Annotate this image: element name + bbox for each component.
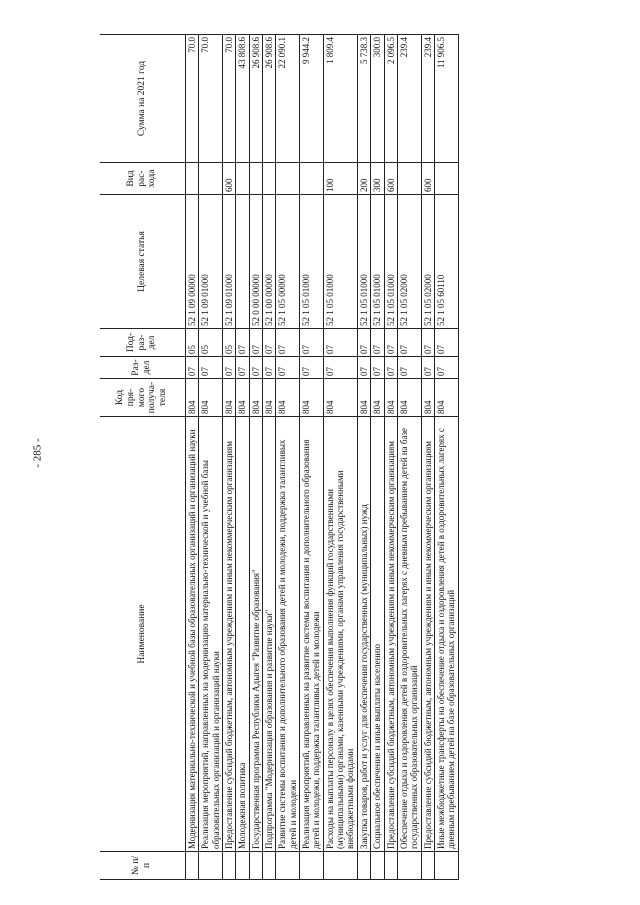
cell-section: 07 xyxy=(263,357,276,379)
table-row xyxy=(421,35,434,880)
cell-amount: 70.0 xyxy=(223,35,236,163)
cell-name: Реализация мероприятий, направленных на развитие системы воспитания и дополнительного образования детей и молодежи, поддержка талантливых детей и молодежи xyxy=(300,417,324,852)
cell-amount: 2 096.5 xyxy=(384,35,397,163)
cell-num xyxy=(434,852,458,880)
cell-recipient: 804 xyxy=(236,379,249,417)
table-row xyxy=(263,35,276,880)
header-target: Целевая статья xyxy=(100,195,186,329)
cell-num xyxy=(357,852,370,880)
cell-amount: 9 944.2 xyxy=(300,35,324,163)
cell-subsection: 05 xyxy=(199,329,223,357)
cell-recipient: 804 xyxy=(384,379,397,417)
document-stage xyxy=(100,0,640,905)
cell-name: Реализация мероприятий, направленных на модернизацию материально-технической и учебной базы образовательных организаций и организаций науки xyxy=(199,417,223,852)
cell-target: 52 1 05 60110 xyxy=(434,195,458,329)
cell-name: Модернизация материально-технической и учебной базы образовательных организаций и организаций науки xyxy=(186,417,199,852)
cell-recipient: 804 xyxy=(371,379,384,417)
cell-recipient: 804 xyxy=(249,379,262,417)
header-amount: Сумма на 2021 год xyxy=(100,35,186,163)
table-row xyxy=(323,35,357,880)
header-expense-type: Вид рас- хода xyxy=(100,163,186,195)
table-row xyxy=(276,35,300,880)
cell-num xyxy=(263,852,276,880)
cell-recipient: 804 xyxy=(276,379,300,417)
cell-section: 07 xyxy=(223,357,236,379)
rotated-table-wrapper xyxy=(100,35,568,880)
cell-target: 52 1 05 01000 xyxy=(300,195,324,329)
cell-target: 52 1 05 01000 xyxy=(357,195,370,329)
cell-recipient: 804 xyxy=(186,379,199,417)
cell-expense-type xyxy=(300,163,324,195)
cell-amount: 11 906.5 xyxy=(434,35,458,163)
table-row xyxy=(223,35,236,880)
cell-expense-type: 300 xyxy=(371,163,384,195)
cell-amount: 22 090.1 xyxy=(276,35,300,163)
cell-num xyxy=(397,852,421,880)
header-section: Раз- дел xyxy=(100,357,186,379)
cell-name: Расходы на выплаты персоналу в целях обеспечения выполнения функций государственными (муниципальными) органами, казенными учреждениями, органами управления государственными внебюджетными фондами xyxy=(323,417,357,852)
cell-amount: 239.4 xyxy=(421,35,434,163)
cell-expense-type xyxy=(186,163,199,195)
cell-name: Предоставление субсидий бюджетным, автономным учреждениям и иным некоммерческим организациям xyxy=(223,417,236,852)
cell-recipient: 804 xyxy=(397,379,421,417)
cell-target: 52 1 05 01000 xyxy=(384,195,397,329)
table-body xyxy=(186,35,459,880)
cell-name: Подпрограмма "Модернизация образования и развитие науки" xyxy=(263,417,276,852)
cell-subsection: 07 xyxy=(249,329,262,357)
cell-section: 07 xyxy=(300,357,324,379)
cell-target: 52 1 09 01000 xyxy=(223,195,236,329)
cell-num xyxy=(323,852,357,880)
cell-recipient: 804 xyxy=(357,379,370,417)
budget-table xyxy=(100,34,459,880)
cell-recipient: 804 xyxy=(434,379,458,417)
cell-expense-type xyxy=(276,163,300,195)
cell-expense-type: 600 xyxy=(421,163,434,195)
header-name: Наименование xyxy=(100,417,186,852)
page-number-text: - 285 - xyxy=(31,437,44,468)
cell-section: 07 xyxy=(384,357,397,379)
cell-target: 52 1 05 01000 xyxy=(371,195,384,329)
cell-name: Государственная программа Республики Адыгея "Развитие образования" xyxy=(249,417,262,852)
cell-recipient: 804 xyxy=(263,379,276,417)
cell-num xyxy=(236,852,249,880)
cell-target xyxy=(236,195,249,329)
cell-target: 52 1 09 00000 xyxy=(186,195,199,329)
cell-num xyxy=(276,852,300,880)
cell-section: 07 xyxy=(434,357,458,379)
cell-subsection: 07 xyxy=(263,329,276,357)
cell-section: 07 xyxy=(276,357,300,379)
cell-amount: 300.0 xyxy=(371,35,384,163)
cell-subsection: 07 xyxy=(323,329,357,357)
cell-target: 52 1 05 01000 xyxy=(323,195,357,329)
cell-section: 07 xyxy=(199,357,223,379)
cell-name: Развитие системы воспитания и дополнительного образования детей и молодежи, поддержка талантливых детей и молодежи xyxy=(276,417,300,852)
cell-num xyxy=(384,852,397,880)
cell-amount: 70.0 xyxy=(186,35,199,163)
cell-amount: 26 908.6 xyxy=(263,35,276,163)
table-row xyxy=(236,35,249,880)
table-row xyxy=(384,35,397,880)
header-subsection: Под- раз- дел xyxy=(100,329,186,357)
cell-recipient: 804 xyxy=(223,379,236,417)
cell-subsection: 07 xyxy=(276,329,300,357)
cell-expense-type: 100 xyxy=(323,163,357,195)
cell-amount: 1 809.4 xyxy=(323,35,357,163)
cell-section: 07 xyxy=(371,357,384,379)
cell-target: 52 1 00 00000 xyxy=(263,195,276,329)
cell-recipient: 804 xyxy=(300,379,324,417)
cell-target: 52 0 00 00000 xyxy=(249,195,262,329)
cell-subsection: 07 xyxy=(236,329,249,357)
cell-section: 07 xyxy=(421,357,434,379)
cell-section: 07 xyxy=(236,357,249,379)
cell-subsection: 07 xyxy=(397,329,421,357)
cell-section: 07 xyxy=(186,357,199,379)
cell-section: 07 xyxy=(323,357,357,379)
page-number xyxy=(18,0,58,905)
table-row xyxy=(300,35,324,880)
cell-recipient: 804 xyxy=(323,379,357,417)
cell-subsection: 05 xyxy=(223,329,236,357)
header-recipient: Код пря- мого получа- теля xyxy=(100,379,186,417)
table-row xyxy=(397,35,421,880)
cell-name: Предоставление субсидий бюджетным, автономным учреждениям и иным некоммерческим организациям xyxy=(421,417,434,852)
table-row xyxy=(186,35,199,880)
cell-num xyxy=(249,852,262,880)
cell-recipient: 804 xyxy=(421,379,434,417)
cell-num xyxy=(223,852,236,880)
cell-name: Иные межбюджетные трансферты на обеспечение отдыха и оздоровления детей в оздоровительных лагерях с дневным пребыванием детей на базе образовательных организаций xyxy=(434,417,458,852)
header-num: № п/п xyxy=(100,852,186,880)
table-row xyxy=(357,35,370,880)
cell-expense-type: 600 xyxy=(384,163,397,195)
cell-amount: 5 738.3 xyxy=(357,35,370,163)
cell-amount: 70.0 xyxy=(199,35,223,163)
cell-subsection: 07 xyxy=(357,329,370,357)
table-row xyxy=(199,35,223,880)
cell-num xyxy=(186,852,199,880)
cell-num xyxy=(371,852,384,880)
cell-subsection: 07 xyxy=(421,329,434,357)
cell-subsection: 05 xyxy=(186,329,199,357)
cell-amount: 26 908.6 xyxy=(249,35,262,163)
header-row xyxy=(100,35,186,880)
cell-num xyxy=(421,852,434,880)
cell-section: 07 xyxy=(397,357,421,379)
cell-expense-type: 200 xyxy=(357,163,370,195)
cell-num xyxy=(199,852,223,880)
cell-expense-type xyxy=(397,163,421,195)
cell-subsection: 07 xyxy=(434,329,458,357)
cell-target: 52 1 05 00000 xyxy=(276,195,300,329)
cell-expense-type xyxy=(199,163,223,195)
cell-name: Молодежная политика xyxy=(236,417,249,852)
cell-expense-type xyxy=(434,163,458,195)
cell-expense-type xyxy=(249,163,262,195)
cell-name: Социальное обеспечение и иные выплаты населению xyxy=(371,417,384,852)
table-row xyxy=(249,35,262,880)
cell-expense-type: 600 xyxy=(223,163,236,195)
cell-num xyxy=(300,852,324,880)
cell-expense-type xyxy=(236,163,249,195)
cell-section: 07 xyxy=(249,357,262,379)
cell-recipient: 804 xyxy=(199,379,223,417)
cell-name: Обеспечение отдыха и оздоровления детей в оздоровительных лагерях с дневным пребыванием детей на базе государственных образовательных организаций xyxy=(397,417,421,852)
cell-subsection: 07 xyxy=(371,329,384,357)
cell-name: Предоставление субсидий бюджетным, автономным учреждениям и иным некоммерческим организациям xyxy=(384,417,397,852)
table-row xyxy=(434,35,458,880)
cell-expense-type xyxy=(263,163,276,195)
table-header xyxy=(100,35,186,880)
cell-target: 52 1 05 02000 xyxy=(397,195,421,329)
cell-target: 52 1 09 01000 xyxy=(199,195,223,329)
table-row xyxy=(371,35,384,880)
cell-target: 52 1 05 02000 xyxy=(421,195,434,329)
cell-subsection: 07 xyxy=(300,329,324,357)
cell-section: 07 xyxy=(357,357,370,379)
cell-amount: 43 808.6 xyxy=(236,35,249,163)
cell-name: Закупка товаров, работ и услуг для обеспечения государственных (муниципальных) нужд xyxy=(357,417,370,852)
cell-subsection: 07 xyxy=(384,329,397,357)
cell-amount: 239.4 xyxy=(397,35,421,163)
